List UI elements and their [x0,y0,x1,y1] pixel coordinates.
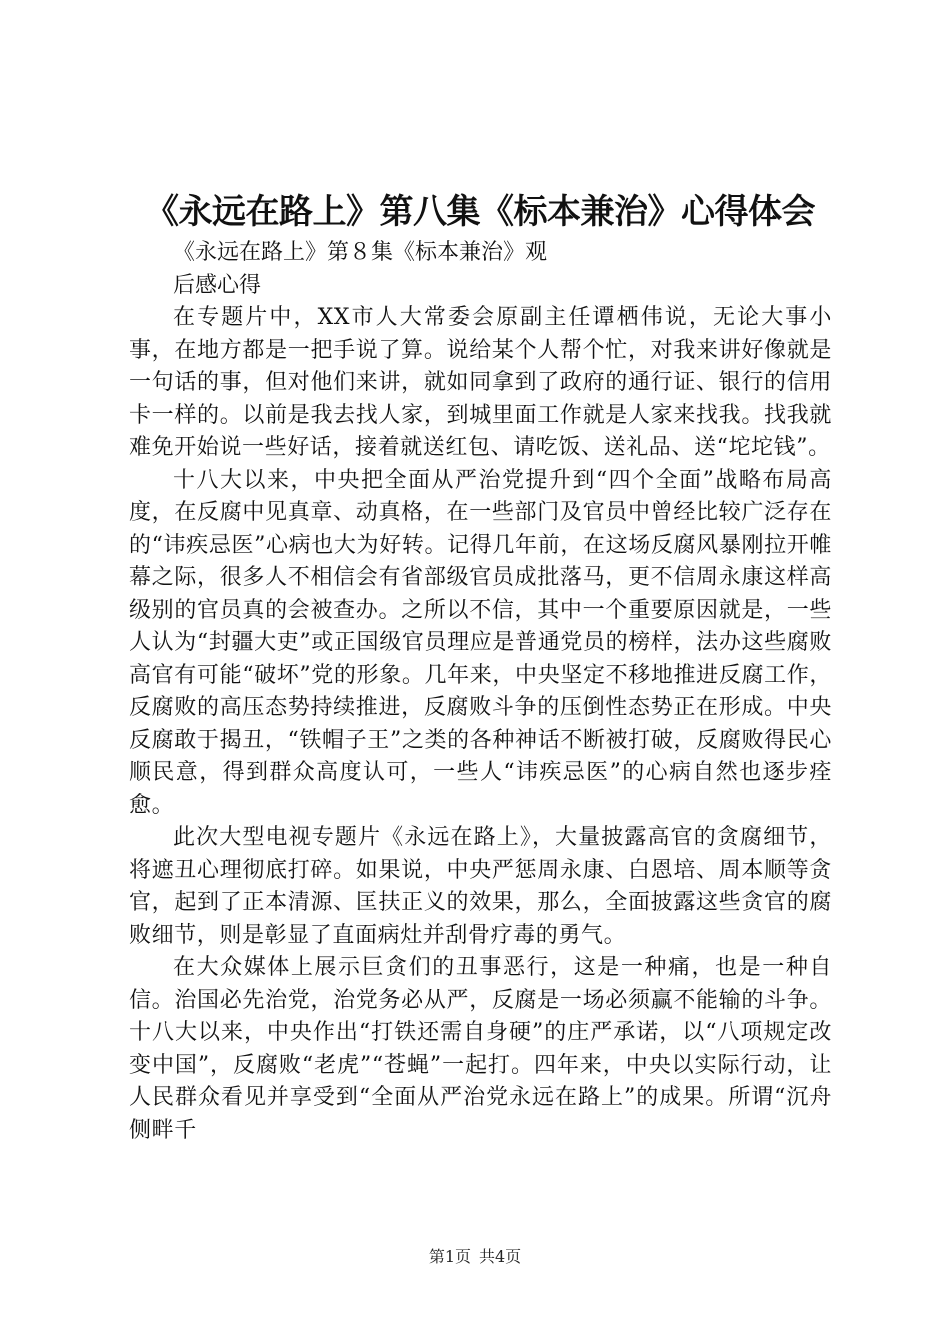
paragraph-1: 在专题片中，XX市人大常委会原副主任谭栖伟说，无论大事小事，在地方都是一把手说了算。说给某个人帮个忙，对我来讲好像就是一句话的事，但对他们来讲，就如同拿到了政府的通行证、银行的信用卡一样的。以前是我去找人家，到城里面工作就是人家来找我。找我就难免开始说一些好话，接着就送红包、请吃饭、送礼品、送“坨坨钱”。 [129,305,832,460]
subtitle-line-2: 后感心得 [173,272,262,298]
document-body [129,237,832,1147]
paragraph-2: 十八大以来，中央把全面从严治党提升到“四个全面”战略布局高度，在反腐中见真章、动真格，在一些部门及官员中曾经比较广泛存在的“讳疾忌医”心病也大为好转。记得几年前，在这场反腐风暴刚拉开帷幕之际，很多人不相信会有省部级官员成批落马，更不信周永康这样高级别的官员真的会被查办。之所以不信，其中一个重要原因就是，一些人认为“封疆大吏”或正国级官员理应是普通党员的榜样，法办这些腐败高官有可能“破坏”党的形象。几年来，中央坚定不移地推进反腐工作，反腐败的高压态势持续推进，反腐败斗争的压倒性态势正在形成。中央反腐敢于揭丑，“铁帽子王”之类的各种神话不断被打破，反腐败得民心顺民意，得到群众高度认可，一些人“讳疾忌医”的心病自然也逐步痊愈。 [129,467,832,818]
paragraph-4: 在大众媒体上展示巨贪们的丑事恶行，这是一种痛，也是一种自信。治国必先治党，治党务必从严，反腐是一场必须赢不能输的斗争。十八大以来，中央作出“打铁还需自身硬”的庄严承诺，以“八项规定改变中国”，反腐败“老虎”“苍蝇”一起打。四年来，中央以实际行动，让人民群众看见并享受到“全面从严治党永远在路上”的成果。所谓“沉舟侧畔千 [129,955,832,1143]
page-number: 第1页 [428,1247,471,1266]
paragraph-3: 此次大型电视专题片《永远在路上》，大量披露高官的贪腐细节，将遮丑心理彻底打碎。如果说，中央严惩周永康、白恩培、周本顺等贪官，起到了正本清源、匡扶正义的效果，那么，全面披露这些贪官的腐败细节，则是彰显了直面病灶并刮骨疗毒的勇气。 [129,825,832,948]
page-total: 共4页 [479,1247,522,1266]
subtitle-line-1: 《永远在路上》第８集《标本兼治》观 [173,240,548,265]
page-footer [0,1245,950,1269]
document-title: 《永远在路上》第八集《标本兼治》心得体会 [145,192,815,232]
